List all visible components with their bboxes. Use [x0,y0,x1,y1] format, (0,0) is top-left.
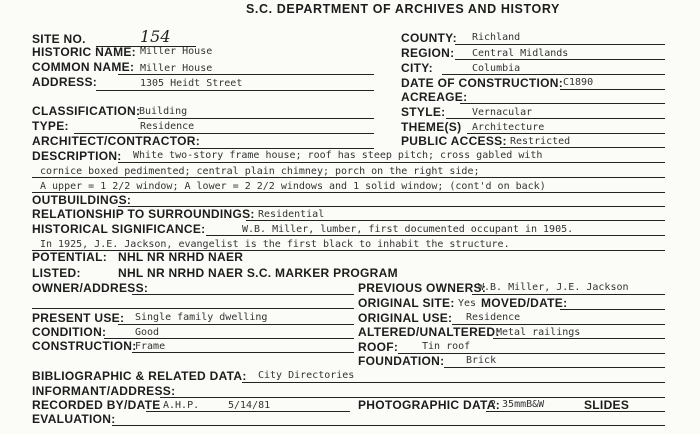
classification-value: Building [139,106,188,117]
owner-address-line-2 [32,308,354,309]
recorded-by-line [146,411,350,412]
city-label: CITY: [401,61,433,75]
evaluation-line [112,425,665,426]
description-line-2 [32,177,665,178]
region-line [455,59,665,60]
altered-line [493,338,665,339]
public-access-label: PUBLIC ACCESS: [401,134,507,148]
region-value: Central Midlands [472,48,569,59]
present-use-line [118,324,354,325]
county-label: COUNTY: [401,31,457,45]
previous-owners-label: PREVIOUS OWNERS: [358,281,487,295]
roof-value: Tin roof [422,341,471,352]
address-line [96,90,374,91]
condition-value: Good [135,327,160,338]
construction-value: Frame [135,341,166,352]
moved-date-line [560,309,665,310]
photo-data-line [486,411,665,412]
region-label: REGION: [401,46,455,60]
style-label: STYLE: [401,105,446,119]
owner-address-label: OWNER/ADDRESS: [32,281,149,295]
previous-owners-line [472,294,665,295]
description-text-3: A upper = 1 2/2 window; A lower = 2 2/2 windows and 1 solid window; (cont'd on back) [40,181,546,192]
significance-label: HISTORICAL SIGNIFICANCE: [32,222,206,236]
type-label: TYPE: [32,119,69,133]
significance-text-2: In 1925, J.E. Jackson, evangelist is the first black to inhabit the structure. [40,239,510,250]
biblio-value: City Directories [258,370,355,381]
recorded-by-value: A.H.P. [163,400,200,411]
theme-label: THEME(S) [401,120,462,134]
biblio-label: BIBLIOGRAPHIC & RELATED DATA: [32,369,247,383]
classification-line [138,118,374,119]
style-value: Vernacular [472,107,533,118]
date-of-construction-label: DATE OF CONSTRUCTION: [401,76,564,90]
slides-label: SLIDES [584,398,630,412]
common-name-line [118,74,374,75]
public-access-value: Restricted [510,136,571,147]
description-text-1: White two-story frame house; roof has steep pitch; cross gabled with [133,150,543,161]
original-site-value: Yes [458,298,477,309]
type-value: Residence [140,121,195,132]
description-label: DESCRIPTION: [32,149,122,163]
relationship-line [246,220,665,221]
city-value: Columbia [472,63,521,74]
roof-label: ROOF: [358,340,399,354]
recorded-date-value: 5/14/81 [228,400,271,411]
construction-label: CONSTRUCTION: [32,339,137,353]
acreage-line [460,103,665,104]
moved-date-label: MOVED/DATE: [481,296,568,310]
style-line [446,118,665,119]
relationship-label: RELATIONSHIP TO SURROUNDINGS: [32,207,255,221]
recorded-by-label: RECORDED BY/DATE [32,398,161,412]
outbuildings-label: OUTBUILDINGS: [32,193,132,207]
foundation-label: FOUNDATION: [358,354,445,368]
historic-name-value: Miller House [140,46,213,57]
architect-label: ARCHITECT/CONTRACTOR: [32,134,201,148]
description-line-1 [118,162,665,163]
condition-line [104,338,354,339]
previous-owners-value: W.B. Miller, J.E. Jackson [478,282,629,293]
description-text-2: cornice boxed pedimented; central plain chimney; porch on the right side; [40,166,480,177]
listed-label: LISTED: [32,266,81,280]
original-use-label: ORIGINAL USE: [358,311,453,325]
theme-value: Architecture [472,122,545,133]
original-site-label: ORIGINAL SITE: [358,296,455,310]
photo-data-label: PHOTOGRAPHIC DATA: [358,398,501,412]
present-use-label: PRESENT USE: [32,311,125,325]
potential-options: NHL NR NRHD NAER [118,250,244,264]
original-use-value: Residence [466,312,521,323]
form-header: S.C. DEPARTMENT OF ARCHIVES AND HISTORY [246,2,560,16]
biblio-line [242,382,665,383]
architect-line [190,148,374,149]
altered-value: Metal railings [496,327,581,338]
common-name-label: COMMON NAME: [32,60,135,74]
construction-line [132,352,354,353]
acreage-label: ACREAGE: [401,90,468,104]
historic-name-label: HISTORIC NAME: [32,45,136,59]
significance-line-1 [206,235,665,236]
condition-label: CONDITION: [32,325,107,339]
foundation-value: Brick [466,355,497,366]
significance-text-1: W.B. Miller, lumber, first documented occupant in 1905. [242,224,574,235]
evaluation-label: EVALUATION: [32,412,116,426]
address-value: 1305 Heidt Street [140,78,243,89]
listed-options: NHL NR NRHD NAER S.C. MARKER PROGRAM [118,266,398,280]
date-of-construction-value: C1890 [563,77,594,88]
county-line [455,44,665,45]
potential-label: POTENTIAL: [32,250,107,264]
site-no-label: SITE NO. [32,32,86,46]
site-no-value: 154 [140,27,171,46]
altered-label: ALTERED/UNALTERED: [358,325,500,339]
common-name-value: Miller House [140,63,213,74]
foundation-line [444,367,665,368]
date-line [560,89,665,90]
informant-label: INFORMANT/ADDRESS: [32,384,176,398]
county-value: Richland [472,32,521,43]
classification-label: CLASSIFICATION: [32,104,141,118]
city-line [442,74,665,75]
public-access-line [500,147,665,148]
owner-address-line [132,294,354,295]
relationship-value: Residential [258,209,325,220]
present-use-value: Single family dwelling [135,312,268,323]
photo-data-value: 2 35mmB&W [490,399,545,410]
address-label: ADDRESS: [32,75,98,89]
